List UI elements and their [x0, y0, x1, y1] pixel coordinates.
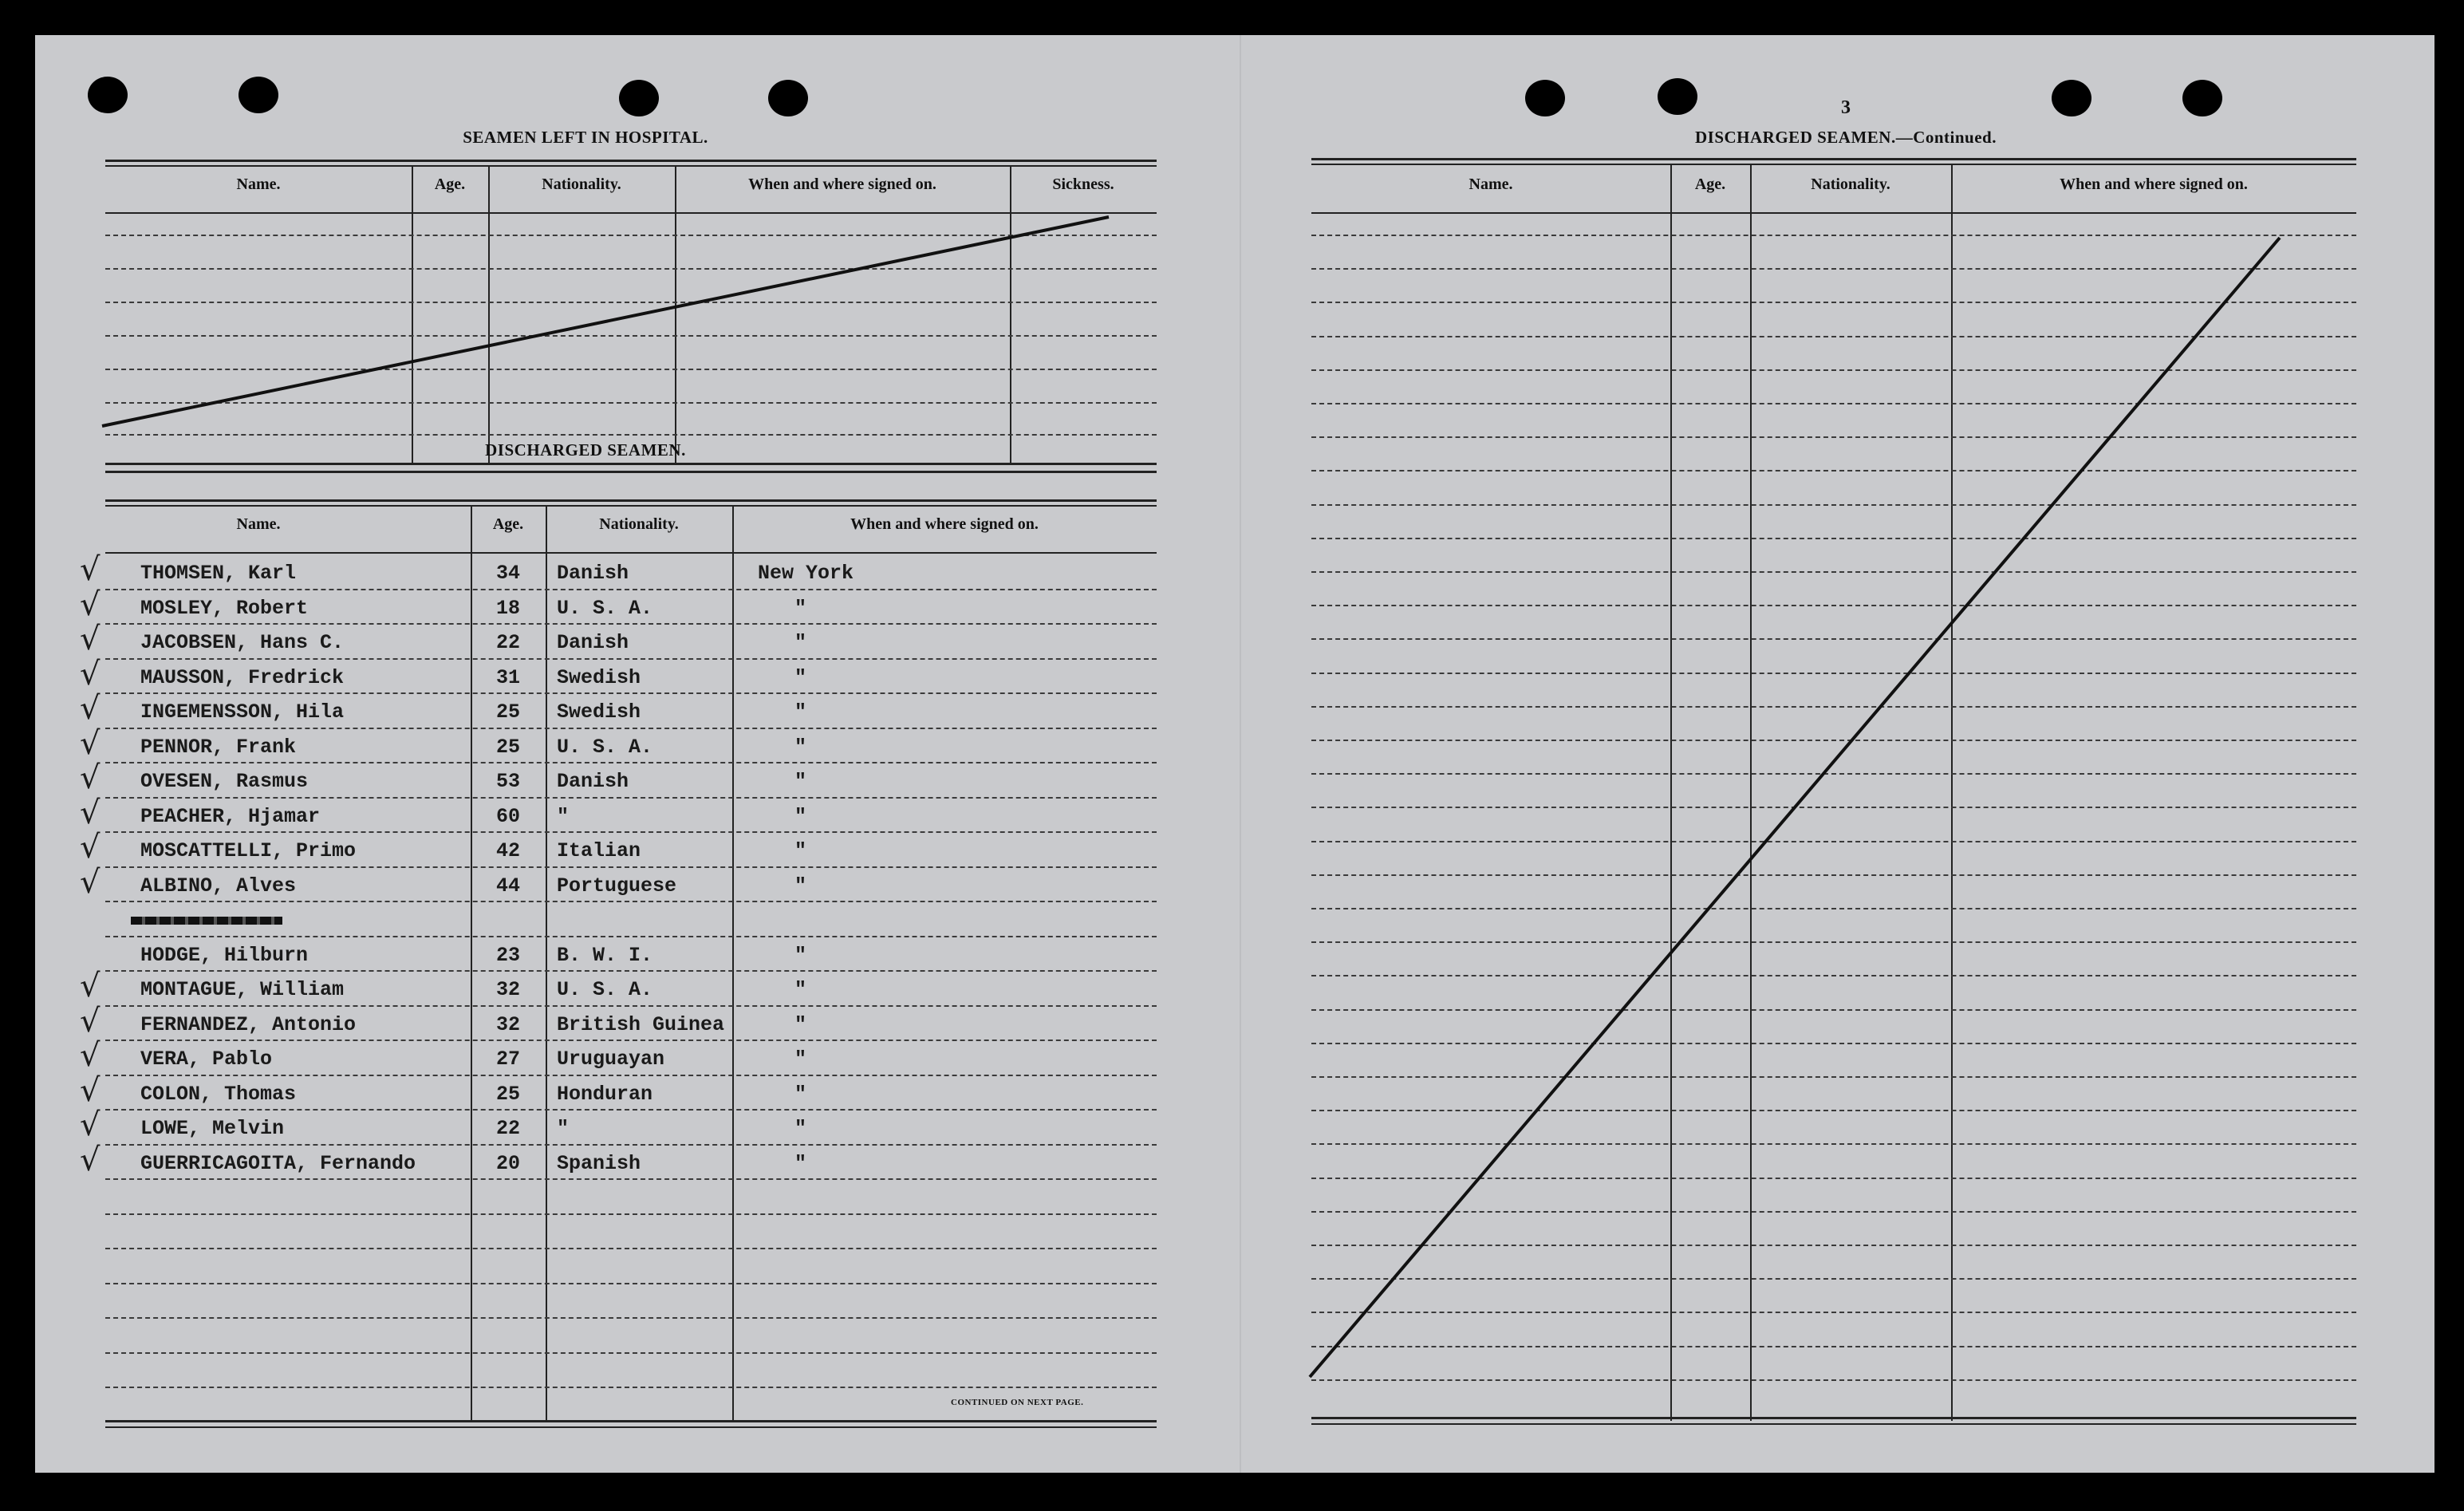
seaman-age: 31 [495, 665, 520, 689]
continued-header-signed: When and where signed on. [2060, 176, 2248, 193]
hospital-cancel-line [102, 217, 1109, 426]
checkmark: √ [80, 690, 101, 727]
hospital-header-signed: When and where signed on. [748, 176, 936, 193]
seaman-signed-on: " [794, 735, 807, 759]
checkmark: √ [80, 794, 101, 831]
seaman-age: 32 [495, 1012, 520, 1036]
seaman-nationality: Danish [557, 770, 629, 793]
hospital-header-age: Age. [434, 176, 466, 193]
seaman-name: THOMSEN, Karl [140, 562, 297, 585]
continued-section-title: DISCHARGED SEAMEN.—Continued. [1695, 128, 1997, 147]
checkmark: √ [80, 1141, 101, 1178]
seaman-signed-on: " [794, 874, 807, 898]
seaman-name: HODGE, Hilburn [140, 943, 309, 967]
seaman-name: PEACHER, Hjamar [140, 804, 321, 828]
seaman-age: 42 [495, 839, 520, 862]
seaman-age: 25 [495, 700, 520, 724]
seaman-age: 34 [495, 562, 520, 585]
seaman-nationality: Danish [557, 562, 629, 585]
seaman-name: ALBINO, Alves [140, 874, 297, 898]
seaman-nationality: " [557, 1117, 570, 1140]
seaman-age: 18 [495, 596, 520, 620]
seaman-signed-on: " [794, 596, 807, 620]
seaman-name: COLON, Thomas [140, 1082, 297, 1106]
checkmark: √ [80, 863, 101, 901]
seaman-nationality: Swedish [557, 665, 641, 689]
seaman-signed-on: " [794, 978, 807, 1001]
checkmark: √ [80, 1107, 101, 1143]
seaman-signed-on: " [794, 1117, 807, 1140]
document-sheet [35, 35, 2434, 1473]
seaman-nationality: Uruguayan [557, 1047, 665, 1071]
seaman-signed-on: " [794, 804, 807, 828]
seaman-signed-on: " [794, 631, 807, 654]
seaman-name: FERNANDEZ, Antonio [140, 1012, 357, 1036]
checkmark: √ [80, 968, 101, 1004]
seaman-signed-on: " [794, 1047, 807, 1071]
hospital-header-name: Name. [236, 176, 281, 193]
seaman-nationality: U. S. A. [557, 596, 653, 620]
seaman-age: 53 [495, 770, 520, 793]
seaman-signed-on: " [794, 839, 807, 862]
seaman-name: PENNOR, Frank [140, 735, 297, 759]
checkmark: √ [80, 586, 101, 623]
seaman-nationality: Portuguese [557, 874, 677, 898]
seaman-nationality: Spanish [557, 1151, 641, 1175]
checkmark: √ [80, 759, 101, 796]
checkmark: √ [80, 1002, 101, 1040]
cancellation-strokes [35, 35, 2434, 1473]
continued-header-name: Name. [1469, 176, 1513, 193]
seaman-nationality: B. W. I. [557, 943, 653, 967]
seaman-age: 25 [495, 1082, 520, 1106]
checkmark: √ [80, 621, 101, 657]
seaman-nationality: Swedish [557, 700, 641, 724]
seaman-age: 32 [495, 978, 520, 1001]
continued-header-nationality: Nationality. [1811, 176, 1890, 193]
seaman-signed-on: " [794, 1082, 807, 1106]
seaman-signed-on: " [794, 1012, 807, 1036]
checkmark: √ [80, 829, 101, 866]
seaman-age: 27 [495, 1047, 520, 1071]
seaman-nationality: British Guinea [557, 1012, 725, 1036]
seaman-signed-on: " [794, 1151, 807, 1175]
seaman-name: GUERRICAGOITA, Fernando [140, 1151, 416, 1175]
seaman-name: OVESEN, Rasmus [140, 770, 309, 793]
seaman-nationality: Danish [557, 631, 629, 654]
seaman-age: 20 [495, 1151, 520, 1175]
discharged-header-name: Name. [236, 515, 281, 533]
hospital-section-title: SEAMEN LEFT IN HOSPITAL. [463, 128, 708, 147]
discharged-header-age: Age. [492, 515, 524, 533]
seaman-nationality: " [557, 804, 570, 828]
seaman-name: MAUSSON, Fredrick [140, 665, 345, 689]
seaman-age: 60 [495, 804, 520, 828]
checkmark: √ [80, 655, 101, 692]
seaman-signed-on: " [794, 770, 807, 793]
continued-cancel-line [1310, 238, 2280, 1377]
seaman-age: 22 [495, 1117, 520, 1140]
seaman-age: 23 [495, 943, 520, 967]
seaman-name: LOWE, Melvin [140, 1117, 285, 1140]
seaman-name: MOSCATTELLI, Primo [140, 839, 357, 862]
seaman-nationality: U. S. A. [557, 735, 653, 759]
seaman-signed-on: " [794, 700, 807, 724]
seaman-age: 44 [495, 874, 520, 898]
discharged-header-signed: When and where signed on. [850, 515, 1039, 533]
discharged-header-nationality: Nationality. [599, 515, 679, 533]
seaman-name: JACOBSEN, Hans C. [140, 631, 345, 654]
seaman-name: MOSLEY, Robert [140, 596, 309, 620]
seaman-signed-on: " [794, 665, 807, 689]
seaman-age: 25 [495, 735, 520, 759]
seaman-nationality: Italian [557, 839, 641, 862]
hospital-header-nationality: Nationality. [542, 176, 621, 193]
checkmark: √ [80, 551, 101, 588]
checkmark: √ [80, 1071, 101, 1109]
seaman-nationality: Honduran [557, 1082, 653, 1106]
seaman-name: INGEMENSSON, Hila [140, 700, 345, 724]
checkmark: √ [80, 724, 101, 762]
checkmark: √ [80, 1037, 101, 1074]
continued-header-age: Age. [1694, 176, 1726, 193]
seaman-age: 22 [495, 631, 520, 654]
continued-note: CONTINUED ON NEXT PAGE. [951, 1398, 1084, 1407]
hospital-header-sickness: Sickness. [1052, 176, 1114, 193]
seaman-signed-on: " [794, 943, 807, 967]
seaman-name: MONTAGUE, William [140, 978, 345, 1001]
discharged-section-title: DISCHARGED SEAMEN. [485, 440, 686, 460]
seaman-nationality: U. S. A. [557, 978, 653, 1001]
seaman-name: VERA, Pablo [140, 1047, 273, 1071]
seaman-signed-on: New York [758, 562, 854, 585]
page-number: 3 [1841, 97, 1851, 118]
